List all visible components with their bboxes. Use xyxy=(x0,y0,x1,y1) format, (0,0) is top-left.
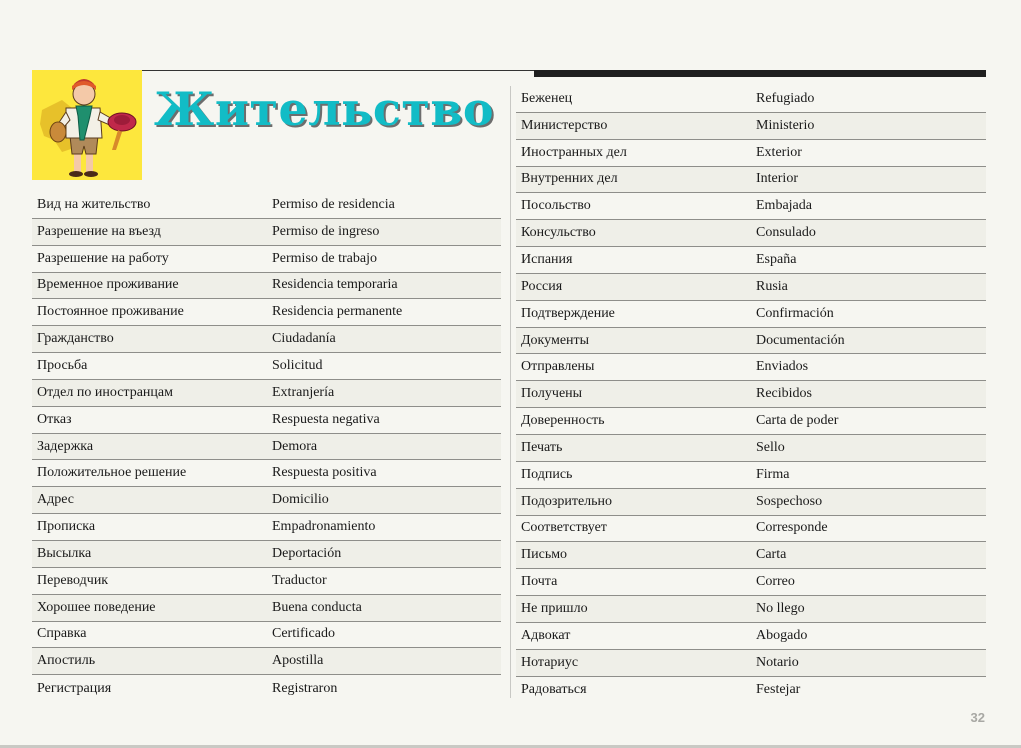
spanish-term: Correo xyxy=(756,574,795,590)
table-row xyxy=(32,568,501,595)
russian-term: Испания xyxy=(521,251,573,267)
russian-term: Получены xyxy=(521,386,583,402)
russian-term: Временное проживание xyxy=(37,277,179,293)
russian-term: Консульство xyxy=(521,225,596,241)
spanish-term: Buena conducta xyxy=(272,599,362,615)
table-row xyxy=(516,677,986,704)
russian-term: Гражданство xyxy=(37,331,114,347)
table-row xyxy=(32,648,501,675)
table-row xyxy=(516,408,986,435)
spanish-term: Firma xyxy=(756,466,790,482)
table-row xyxy=(516,516,986,543)
table-row xyxy=(516,650,986,677)
header-rule-thick xyxy=(534,70,986,77)
table-row xyxy=(516,435,986,462)
russian-term: Радоваться xyxy=(521,681,587,697)
table-row xyxy=(32,514,501,541)
russian-term: Регистрация xyxy=(37,680,112,696)
spanish-term: Permiso de ingreso xyxy=(272,223,380,239)
russian-term: Апостиль xyxy=(37,653,96,669)
spanish-term: Exterior xyxy=(756,144,802,160)
table-row xyxy=(32,622,501,649)
russian-term: Посольство xyxy=(521,198,591,214)
table-row xyxy=(32,273,501,300)
spanish-term: No llego xyxy=(756,600,805,616)
spanish-term: Recibidos xyxy=(756,386,812,402)
russian-term: Адвокат xyxy=(521,627,571,643)
table-row xyxy=(516,328,986,355)
table-row xyxy=(32,326,501,353)
table-row xyxy=(32,595,501,622)
spanish-term: España xyxy=(756,251,797,267)
table-row xyxy=(32,487,501,514)
spanish-term: Corresponde xyxy=(756,520,828,536)
russian-term: Прописка xyxy=(37,519,96,535)
russian-term: Отправлены xyxy=(521,359,595,375)
russian-term: Вид на жительство xyxy=(37,196,151,212)
spanish-term: Notario xyxy=(756,654,799,670)
table-row xyxy=(32,380,501,407)
spanish-term: Enviados xyxy=(756,359,809,375)
russian-term: Отдел по иностранцам xyxy=(37,384,173,400)
russian-term: Высылка xyxy=(37,545,92,561)
table-row xyxy=(516,274,986,301)
boy-with-hat-icon xyxy=(32,70,142,180)
russian-term: Письмо xyxy=(521,547,568,563)
spanish-term: Embajada xyxy=(756,198,812,214)
table-row xyxy=(516,623,986,650)
spanish-term: Residencia permanente xyxy=(272,304,403,320)
russian-term: Адрес xyxy=(37,492,75,508)
table-row xyxy=(516,113,986,140)
russian-term: Нотариус xyxy=(521,654,579,670)
russian-term: Доверенность xyxy=(521,413,605,429)
table-row xyxy=(516,301,986,328)
russian-term: Беженец xyxy=(521,90,573,106)
table-row xyxy=(32,192,501,219)
table-row xyxy=(32,353,501,380)
vocabulary-table-left xyxy=(32,192,501,702)
spanish-term: Registraron xyxy=(272,680,338,696)
table-row xyxy=(516,381,986,408)
spanish-term: Respuesta positiva xyxy=(272,465,377,481)
spanish-term: Documentación xyxy=(756,332,845,348)
spanish-term: Sello xyxy=(756,439,785,455)
russian-term: Переводчик xyxy=(37,572,109,588)
spanish-term: Interior xyxy=(756,171,798,187)
russian-term: Почта xyxy=(521,574,558,590)
russian-term: Соответствует xyxy=(521,520,607,536)
russian-term: Не пришло xyxy=(521,600,588,616)
russian-term: Печать xyxy=(521,439,563,455)
spanish-term: Apostilla xyxy=(272,653,324,669)
table-row xyxy=(516,167,986,194)
russian-term: Разрешение на въезд xyxy=(37,223,161,239)
table-row xyxy=(516,596,986,623)
page-number: 32 xyxy=(970,710,985,725)
spanish-term: Refugiado xyxy=(756,90,815,106)
table-row xyxy=(516,140,986,167)
spanish-term: Certificado xyxy=(272,626,335,642)
russian-term: Россия xyxy=(521,278,563,294)
spanish-term: Abogado xyxy=(756,627,808,643)
spanish-term: Sospechoso xyxy=(756,493,823,509)
spanish-term: Permiso de trabajo xyxy=(272,250,377,266)
column-divider xyxy=(510,86,511,698)
spanish-term: Ciudadanía xyxy=(272,331,336,347)
russian-term: Подтверждение xyxy=(521,305,615,321)
table-row xyxy=(32,299,501,326)
spanish-term: Respuesta negativa xyxy=(272,411,380,427)
spanish-term: Consulado xyxy=(756,225,816,241)
spanish-term: Carta de poder xyxy=(756,413,839,429)
vocabulary-table-right xyxy=(516,86,986,703)
russian-term: Документы xyxy=(521,332,590,348)
table-row xyxy=(32,407,501,434)
header-rule-thin xyxy=(142,70,534,71)
spanish-term: Demora xyxy=(272,438,318,454)
spanish-term: Extranjería xyxy=(272,384,335,400)
spanish-term: Confirmación xyxy=(756,305,834,321)
table-row xyxy=(516,193,986,220)
russian-term: Задержка xyxy=(37,438,94,454)
slide-title: Жительство xyxy=(154,82,495,136)
table-row xyxy=(516,489,986,516)
russian-term: Подозрительно xyxy=(521,493,613,509)
boy-with-hat-illustration xyxy=(32,70,142,180)
spanish-term: Residencia temporaria xyxy=(272,277,398,293)
table-row xyxy=(32,460,501,487)
spanish-term: Traductor xyxy=(272,572,327,588)
spanish-term: Festejar xyxy=(756,681,801,697)
russian-term: Подпись xyxy=(521,466,573,482)
spanish-term: Domicilio xyxy=(272,492,329,508)
spanish-term: Rusia xyxy=(756,278,788,294)
table-row xyxy=(516,247,986,274)
russian-term: Отказ xyxy=(37,411,72,427)
russian-term: Разрешение на работу xyxy=(37,250,169,266)
table-row xyxy=(516,569,986,596)
spanish-term: Carta xyxy=(756,547,787,563)
spanish-term: Solicitud xyxy=(272,357,323,373)
spanish-term: Ministerio xyxy=(756,117,815,133)
russian-term: Положительное решение xyxy=(37,465,187,481)
table-row xyxy=(32,246,501,273)
spanish-term: Deportación xyxy=(272,545,342,561)
russian-term: Министерство xyxy=(521,117,608,133)
table-row xyxy=(32,434,501,461)
table-row xyxy=(32,219,501,246)
table-row xyxy=(32,541,501,568)
table-row xyxy=(516,354,986,381)
table-row xyxy=(32,675,501,702)
table-row xyxy=(516,462,986,489)
russian-term: Справка xyxy=(37,626,87,642)
table-row xyxy=(516,220,986,247)
russian-term: Иностранных дел xyxy=(521,144,627,160)
russian-term: Хорошее поведение xyxy=(37,599,156,615)
russian-term: Просьба xyxy=(37,357,88,373)
russian-term: Внутренних дел xyxy=(521,171,618,187)
table-row xyxy=(516,542,986,569)
spanish-term: Permiso de residencia xyxy=(272,196,395,212)
russian-term: Постоянное проживание xyxy=(37,304,184,320)
table-row xyxy=(516,86,986,113)
spanish-term: Empadronamiento xyxy=(272,519,376,535)
